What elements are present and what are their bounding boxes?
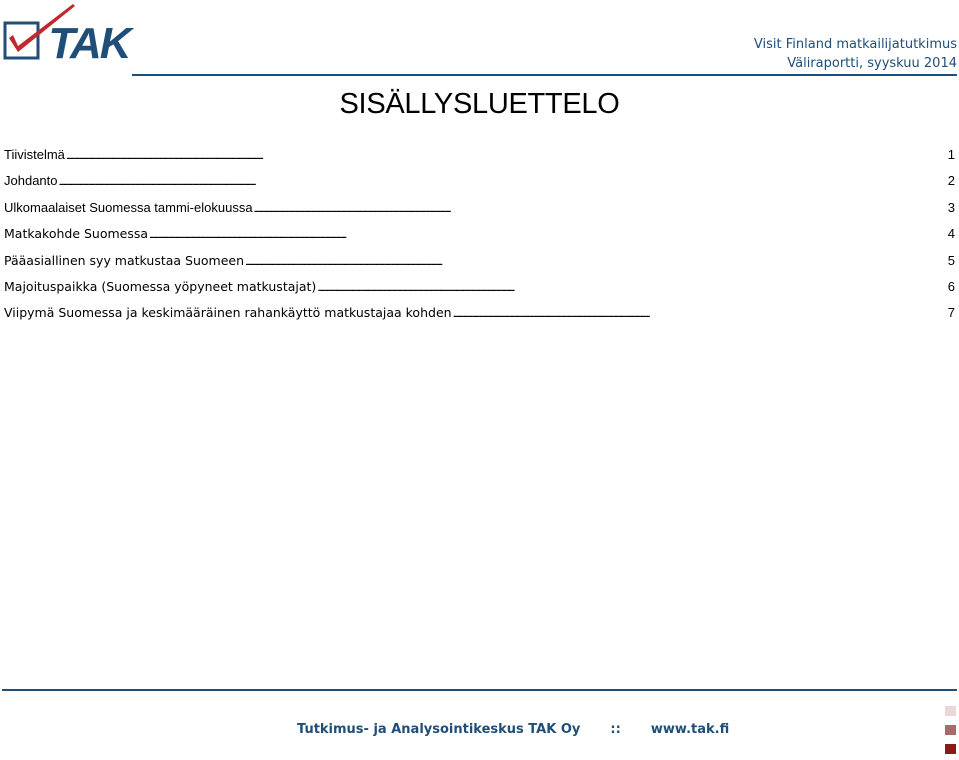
decor-square-dark xyxy=(945,744,956,754)
toc-entry-page: 1 xyxy=(947,147,955,162)
toc-entry[interactable] xyxy=(4,303,955,329)
toc-entry[interactable] xyxy=(4,224,955,250)
toc-entry[interactable] xyxy=(4,198,955,224)
tak-logo xyxy=(3,2,143,64)
toc-dot-leader xyxy=(245,252,947,272)
footer-divider xyxy=(2,689,957,691)
toc-entry-label: Tiivistelmä xyxy=(4,147,65,162)
footer-org: Tutkimus- ja Analysointikeskus TAK Oy xyxy=(297,722,581,737)
decor-square-mid xyxy=(945,725,956,735)
toc-entry[interactable] xyxy=(4,171,955,197)
toc-entry-label: Viipymä Suomessa ja keskimääräinen rahankäyttö matkustajaa kohden xyxy=(4,305,452,321)
toc-dot-leader xyxy=(317,278,946,298)
svg-text:TAK: TAK xyxy=(48,19,130,64)
page-footer xyxy=(297,722,729,737)
decor-square-light xyxy=(945,706,956,716)
toc-entry-page: 3 xyxy=(947,199,955,215)
report-header xyxy=(754,35,957,73)
toc-entry-label: Pääasiallinen syy matkustaa Suomeen xyxy=(4,252,245,268)
toc-entry[interactable] xyxy=(4,277,955,303)
header-divider xyxy=(132,74,957,76)
report-series: Visit Finland matkailijatutkimus xyxy=(753,37,957,52)
toc-dot-leader xyxy=(453,304,947,324)
table-of-contents xyxy=(4,145,955,330)
toc-entry-page: 6 xyxy=(947,278,955,294)
toc-entry-label: Johdanto xyxy=(4,173,58,189)
toc-entry[interactable] xyxy=(4,145,955,171)
toc-entry-page: 4 xyxy=(947,226,955,242)
toc-dot-leader xyxy=(254,199,947,219)
footer-link[interactable]: www.tak.fi xyxy=(650,722,730,737)
toc-entry-label: Ulkomaalaiset Suomessa tammi-elokuussa xyxy=(4,199,253,215)
page-title: SISÄLLYSLUETTELO xyxy=(339,88,620,120)
toc-entry-page: 2 xyxy=(947,173,955,189)
report-subtitle: Väliraportti, syyskuu 2014 xyxy=(787,56,957,71)
toc-entry-page: 7 xyxy=(947,305,955,321)
toc-entry-page: 5 xyxy=(947,252,955,268)
toc-entry-label: Matkakohde Suomessa xyxy=(4,226,149,242)
toc-dot-leader xyxy=(59,172,947,192)
toc-dot-leader xyxy=(66,146,947,166)
toc-dot-leader xyxy=(149,225,947,245)
tak-logo-graphic xyxy=(3,2,143,64)
footer-separator: :: xyxy=(610,722,621,737)
toc-entry-label: Majoituspaikka (Suomessa yöpyneet matkustajat) xyxy=(4,278,317,294)
toc-entry[interactable] xyxy=(4,251,955,277)
